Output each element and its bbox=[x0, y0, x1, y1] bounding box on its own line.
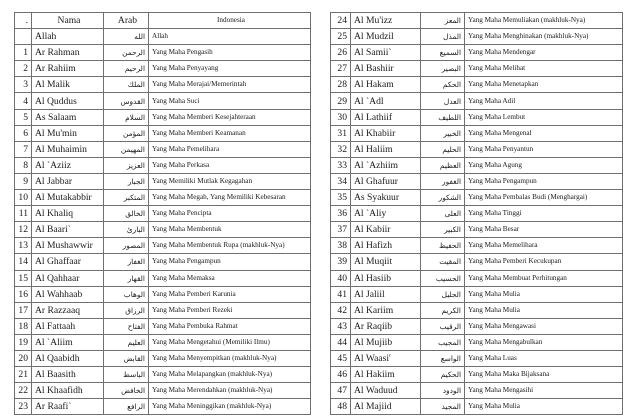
table-row bbox=[15, 125, 311, 141]
row-arabic: الحكم bbox=[421, 77, 465, 93]
table-row bbox=[331, 61, 623, 77]
row-name: As Salaam bbox=[32, 109, 104, 125]
row-arabic: الودود bbox=[421, 383, 465, 399]
row-indonesian: Yang Maha Megah, Yang Memiliki Kebesaran bbox=[149, 190, 311, 206]
row-name: Al Mushawwir bbox=[32, 238, 104, 254]
row-number: 37 bbox=[331, 222, 351, 238]
row-arabic: العلى bbox=[421, 206, 465, 222]
right-names-table bbox=[330, 12, 623, 415]
row-name: Al Khabiir bbox=[351, 125, 421, 141]
table-row bbox=[331, 286, 623, 302]
row-number: 29 bbox=[331, 93, 351, 109]
row-name: As Syakuur bbox=[351, 190, 421, 206]
row-indonesian: Yang Maha Meninggikan (makhluk-Nya) bbox=[149, 399, 311, 415]
table-row bbox=[331, 29, 623, 45]
table-row bbox=[15, 45, 311, 61]
table-row bbox=[15, 350, 311, 366]
header-no: . bbox=[15, 13, 32, 29]
row-indonesian: Yang Maha Membuat Perhitungan bbox=[465, 270, 623, 286]
table-row bbox=[15, 190, 311, 206]
row-arabic: الفتاح bbox=[104, 318, 149, 334]
row-arabic: القدوس bbox=[104, 93, 149, 109]
row-name: Al Khaafidh bbox=[32, 383, 104, 399]
row-name: Al Lathiif bbox=[351, 109, 421, 125]
row-indonesian: Yang Maha Luas bbox=[465, 350, 623, 366]
row-name: Ar Raqiib bbox=[351, 318, 421, 334]
row-arabic: المعز bbox=[421, 13, 465, 29]
row-name: Ar Rahman bbox=[32, 45, 104, 61]
row-number: 7 bbox=[15, 141, 32, 157]
row-indonesian: Yang Maha Melihat bbox=[465, 61, 623, 77]
row-arabic: الغفور bbox=[421, 173, 465, 189]
row-number: 10 bbox=[15, 190, 32, 206]
table-row bbox=[331, 190, 623, 206]
row-indonesian: Yang Maha Merendahkan (makhluk-Nya) bbox=[149, 383, 311, 399]
row-arabic: الشكور bbox=[421, 190, 465, 206]
table-row bbox=[15, 173, 311, 189]
table-row bbox=[331, 77, 623, 93]
row-number: 3 bbox=[15, 77, 32, 93]
row-indonesian: Yang Maha Mengawasi bbox=[465, 318, 623, 334]
row-indonesian: Yang Maha Menyempitkan (makhluk-Nya) bbox=[149, 350, 311, 366]
row-number: 18 bbox=[15, 318, 32, 334]
row-name: Al `Azhiim bbox=[351, 157, 421, 173]
row-indonesian: Yang Maha Penyayang bbox=[149, 61, 311, 77]
row-number: 34 bbox=[331, 173, 351, 189]
row-name: Ar Rahiim bbox=[32, 61, 104, 77]
table-row bbox=[15, 302, 311, 318]
row-indonesian: Yang Maha Besar bbox=[465, 222, 623, 238]
table-row bbox=[331, 302, 623, 318]
row-number: 48 bbox=[331, 399, 351, 415]
table-row bbox=[331, 206, 623, 222]
row-name: Al `Aliy bbox=[351, 206, 421, 222]
row-arabic: السلام bbox=[104, 109, 149, 125]
row-arabic: العليم bbox=[104, 334, 149, 350]
row-arabic: المجيد bbox=[421, 399, 465, 415]
row-name: Al Wahhaab bbox=[32, 286, 104, 302]
row-number: 39 bbox=[331, 254, 351, 270]
table-row bbox=[331, 383, 623, 399]
table-row bbox=[331, 367, 623, 383]
row-arabic: المهيمن bbox=[104, 141, 149, 157]
row-name: Al `Aziiz bbox=[32, 157, 104, 173]
row-arabic: الكبير bbox=[421, 222, 465, 238]
row-name: Al Qaabidh bbox=[32, 350, 104, 366]
table-row bbox=[15, 318, 311, 334]
row-indonesian: Yang Maha Pemelihara bbox=[149, 141, 311, 157]
row-number: 2 bbox=[15, 61, 32, 77]
row-name: Al Waasi' bbox=[351, 350, 421, 366]
row-name: Allah bbox=[32, 29, 104, 45]
row-name: Al Mu'izz bbox=[351, 13, 421, 29]
row-indonesian: Yang Maha Agung bbox=[465, 157, 623, 173]
row-arabic: الرقيب bbox=[421, 318, 465, 334]
row-arabic: الغفار bbox=[104, 254, 149, 270]
row-arabic: البصير bbox=[421, 61, 465, 77]
row-name: Al `Aliim bbox=[32, 334, 104, 350]
row-arabic: الرحمن bbox=[104, 45, 149, 61]
table-row bbox=[15, 77, 311, 93]
table-row bbox=[15, 238, 311, 254]
row-arabic: المجيب bbox=[421, 334, 465, 350]
row-number: 41 bbox=[331, 286, 351, 302]
row-arabic: الواسع bbox=[421, 350, 465, 366]
table-row bbox=[15, 61, 311, 77]
row-indonesian: Yang Maha Membentuk bbox=[149, 222, 311, 238]
row-arabic: المذل bbox=[421, 29, 465, 45]
row-indonesian: Yang Maha Maka Bijaksana bbox=[465, 367, 623, 383]
row-indonesian: Yang Maha Memberi Kesejahteraan bbox=[149, 109, 311, 125]
row-arabic: المؤمن bbox=[104, 125, 149, 141]
row-number: 33 bbox=[331, 157, 351, 173]
table-row bbox=[331, 270, 623, 286]
row-arabic: القهار bbox=[104, 270, 149, 286]
row-indonesian: Yang Maha Memelihara bbox=[465, 238, 623, 254]
header-nama: Nama bbox=[32, 13, 104, 29]
table-row bbox=[15, 141, 311, 157]
row-arabic: اللطيف bbox=[421, 109, 465, 125]
row-indonesian: Yang Maha Perkasa bbox=[149, 157, 311, 173]
row-arabic: الجليل bbox=[421, 286, 465, 302]
row-indonesian: Yang Maha Adil bbox=[465, 93, 623, 109]
row-number: 43 bbox=[331, 318, 351, 334]
row-arabic: العزيز bbox=[104, 157, 149, 173]
row-name: Al `Adl bbox=[351, 93, 421, 109]
row-name: Al Kariim bbox=[351, 302, 421, 318]
row-name: Al Hafizh bbox=[351, 238, 421, 254]
row-arabic: الخبير bbox=[421, 125, 465, 141]
row-name: Al Jabbar bbox=[32, 173, 104, 189]
table-row bbox=[331, 238, 623, 254]
row-indonesian: Yang Maha Pengampun bbox=[149, 254, 311, 270]
table-row bbox=[331, 173, 623, 189]
row-name: Ar Raafi` bbox=[32, 399, 104, 415]
row-number: 15 bbox=[15, 270, 32, 286]
row-arabic: الباسط bbox=[104, 367, 149, 383]
row-indonesian: Yang Maha Tinggi bbox=[465, 206, 623, 222]
row-indonesian: Yang Maha Lembut bbox=[465, 109, 623, 125]
row-name: Al Waduud bbox=[351, 383, 421, 399]
header-arab: Arab bbox=[104, 13, 149, 29]
row-indonesian: Yang Maha Mulia bbox=[465, 302, 623, 318]
row-number: 11 bbox=[15, 206, 32, 222]
row-indonesian: Yang Maha Mendengar bbox=[465, 45, 623, 61]
row-indonesian: Yang Maha Memuliakan (makhluk-Nya) bbox=[465, 13, 623, 29]
table-row bbox=[15, 222, 311, 238]
row-name: Al Khaliq bbox=[32, 206, 104, 222]
row-number: 42 bbox=[331, 302, 351, 318]
row-name: Al Baasith bbox=[32, 367, 104, 383]
table-row bbox=[331, 157, 623, 173]
row-number: 20 bbox=[15, 350, 32, 366]
row-arabic: الرحيم bbox=[104, 61, 149, 77]
row-indonesian: Yang Maha Mulia bbox=[465, 286, 623, 302]
row-number: 22 bbox=[15, 383, 32, 399]
row-arabic: المصور bbox=[104, 238, 149, 254]
row-number: 26 bbox=[331, 45, 351, 61]
row-arabic: المقيت bbox=[421, 254, 465, 270]
row-indonesian: Yang Maha Mulia bbox=[465, 399, 623, 415]
row-number: 13 bbox=[15, 238, 32, 254]
table-row bbox=[331, 93, 623, 109]
row-number: 25 bbox=[331, 29, 351, 45]
table-row bbox=[331, 109, 623, 125]
row-number: 5 bbox=[15, 109, 32, 125]
row-number: 28 bbox=[331, 77, 351, 93]
row-number: 36 bbox=[331, 206, 351, 222]
row-arabic: الجبار bbox=[104, 173, 149, 189]
row-indonesian: Yang Maha Mengasihi bbox=[465, 383, 623, 399]
row-arabic: الرافع bbox=[104, 399, 149, 415]
row-indonesian: Yang Maha Pemberi Rezeki bbox=[149, 302, 311, 318]
row-arabic: الملك bbox=[104, 77, 149, 93]
row-arabic: الحسيب bbox=[421, 270, 465, 286]
row-indonesian: Yang Maha Menetapkan bbox=[465, 77, 623, 93]
row-number: 30 bbox=[331, 109, 351, 125]
row-name: Al Hakam bbox=[351, 77, 421, 93]
row-name: Al Kabiir bbox=[351, 222, 421, 238]
row-indonesian: Yang Maha Memberi Keamanan bbox=[149, 125, 311, 141]
row-name: Al Hasiib bbox=[351, 270, 421, 286]
row-indonesian: Yang Maha Mengabulkan bbox=[465, 334, 623, 350]
row-indonesian: Yang Maha Pencipta bbox=[149, 206, 311, 222]
table-row bbox=[15, 367, 311, 383]
row-name: Al Muhaimin bbox=[32, 141, 104, 157]
row-name: Ar Razzaaq bbox=[32, 302, 104, 318]
row-name: Al Baari` bbox=[32, 222, 104, 238]
row-name: Al Fattaah bbox=[32, 318, 104, 334]
row-name: Al Quddus bbox=[32, 93, 104, 109]
row-name: Al Majiid bbox=[351, 399, 421, 415]
row-name: Al Bashiir bbox=[351, 61, 421, 77]
row-number: 46 bbox=[331, 367, 351, 383]
table-row bbox=[331, 318, 623, 334]
table-row bbox=[331, 45, 623, 61]
row-indonesian: Yang Maha Pemberi Kecukupan bbox=[465, 254, 623, 270]
table-row bbox=[15, 254, 311, 270]
row-number: 44 bbox=[331, 334, 351, 350]
table-row bbox=[331, 334, 623, 350]
row-arabic: القابض bbox=[104, 350, 149, 366]
row-number bbox=[15, 29, 32, 45]
row-arabic: الوهاب bbox=[104, 286, 149, 302]
row-indonesian: Yang Maha Pembuka Rahmat bbox=[149, 318, 311, 334]
table-row bbox=[15, 29, 311, 45]
row-arabic: العدل bbox=[421, 93, 465, 109]
row-name: Al Samii` bbox=[351, 45, 421, 61]
row-arabic: الرزاق bbox=[104, 302, 149, 318]
left-names-table bbox=[14, 12, 311, 415]
row-arabic: السميع bbox=[421, 45, 465, 61]
row-number: 8 bbox=[15, 157, 32, 173]
row-arabic: الحفيظ bbox=[421, 238, 465, 254]
row-number: 4 bbox=[15, 93, 32, 109]
row-indonesian: Yang Maha Menghinakan (makhluk-Nya) bbox=[465, 29, 623, 45]
row-indonesian: Yang Maha Merajai/Memerintah bbox=[149, 77, 311, 93]
row-number: 27 bbox=[331, 61, 351, 77]
row-name: Al Mudzil bbox=[351, 29, 421, 45]
row-indonesian: Yang Maha Mengenal bbox=[465, 125, 623, 141]
row-indonesian: Yang Maha Pengasih bbox=[149, 45, 311, 61]
row-name: Al Ghaffaar bbox=[32, 254, 104, 270]
row-name: Al Mu'min bbox=[32, 125, 104, 141]
row-number: 17 bbox=[15, 302, 32, 318]
row-number: 38 bbox=[331, 238, 351, 254]
row-indonesian: Yang Maha Pemberi Karunia bbox=[149, 286, 311, 302]
table-row bbox=[331, 399, 623, 415]
row-number: 9 bbox=[15, 173, 32, 189]
table-row bbox=[15, 334, 311, 350]
header-indonesia: Indonesia bbox=[149, 13, 311, 29]
row-number: 40 bbox=[331, 270, 351, 286]
row-arabic: الكريم bbox=[421, 302, 465, 318]
row-number: 1 bbox=[15, 45, 32, 61]
table-row bbox=[15, 157, 311, 173]
row-indonesian: Yang Memiliki Mutlak Kegagahan bbox=[149, 173, 311, 189]
row-number: 23 bbox=[15, 399, 32, 415]
row-number: 14 bbox=[15, 254, 32, 270]
row-name: Al Mutakabbir bbox=[32, 190, 104, 206]
table-row bbox=[331, 13, 623, 29]
row-arabic: العظيم bbox=[421, 157, 465, 173]
row-indonesian: Yang Maha Melapangkan (makhluk-Nya) bbox=[149, 367, 311, 383]
row-number: 6 bbox=[15, 125, 32, 141]
table-row bbox=[331, 254, 623, 270]
row-number: 19 bbox=[15, 334, 32, 350]
table-row bbox=[331, 222, 623, 238]
row-indonesian: Yang Maha Pembalas Budi (Menghargai) bbox=[465, 190, 623, 206]
row-name: Al Hakiim bbox=[351, 367, 421, 383]
table-row bbox=[331, 141, 623, 157]
row-indonesian: Yang Maha Penyantun bbox=[465, 141, 623, 157]
table-row bbox=[15, 206, 311, 222]
table-row bbox=[331, 125, 623, 141]
row-number: 16 bbox=[15, 286, 32, 302]
row-name: Al Jaliil bbox=[351, 286, 421, 302]
row-number: 31 bbox=[331, 125, 351, 141]
row-arabic: الله bbox=[104, 29, 149, 45]
row-indonesian: Yang Maha Mengetahui (Memiliki Ilmu) bbox=[149, 334, 311, 350]
row-number: 35 bbox=[331, 190, 351, 206]
row-number: 12 bbox=[15, 222, 32, 238]
row-arabic: البارئ bbox=[104, 222, 149, 238]
row-arabic: الخافض bbox=[104, 383, 149, 399]
row-indonesian: Yang Maha Suci bbox=[149, 93, 311, 109]
row-indonesian: Yang Maha Pengampun bbox=[465, 173, 623, 189]
table-row bbox=[15, 270, 311, 286]
row-arabic: الحكيم bbox=[421, 367, 465, 383]
row-indonesian: Yang Maha Membentuk Rupa (makhluk-Nya) bbox=[149, 238, 311, 254]
table-row bbox=[15, 109, 311, 125]
table-row bbox=[15, 93, 311, 109]
row-name: Al Haliim bbox=[351, 141, 421, 157]
row-indonesian: Allah bbox=[149, 29, 311, 45]
table-row bbox=[15, 383, 311, 399]
table-row bbox=[331, 350, 623, 366]
row-number: 47 bbox=[331, 383, 351, 399]
row-number: 32 bbox=[331, 141, 351, 157]
row-name: Al Qahhaar bbox=[32, 270, 104, 286]
row-arabic: المتكبر bbox=[104, 190, 149, 206]
table-row bbox=[15, 399, 311, 415]
row-number: 21 bbox=[15, 367, 32, 383]
row-name: Al Muqiit bbox=[351, 254, 421, 270]
row-name: Al Mujiib bbox=[351, 334, 421, 350]
table-row bbox=[15, 286, 311, 302]
row-arabic: الحليم bbox=[421, 141, 465, 157]
row-number: 24 bbox=[331, 13, 351, 29]
row-arabic: الخالق bbox=[104, 206, 149, 222]
row-number: 45 bbox=[331, 350, 351, 366]
row-name: Al Ghafuur bbox=[351, 173, 421, 189]
row-indonesian: Yang Maha Memaksa bbox=[149, 270, 311, 286]
left-header-row bbox=[15, 13, 311, 29]
row-name: Al Malik bbox=[32, 77, 104, 93]
